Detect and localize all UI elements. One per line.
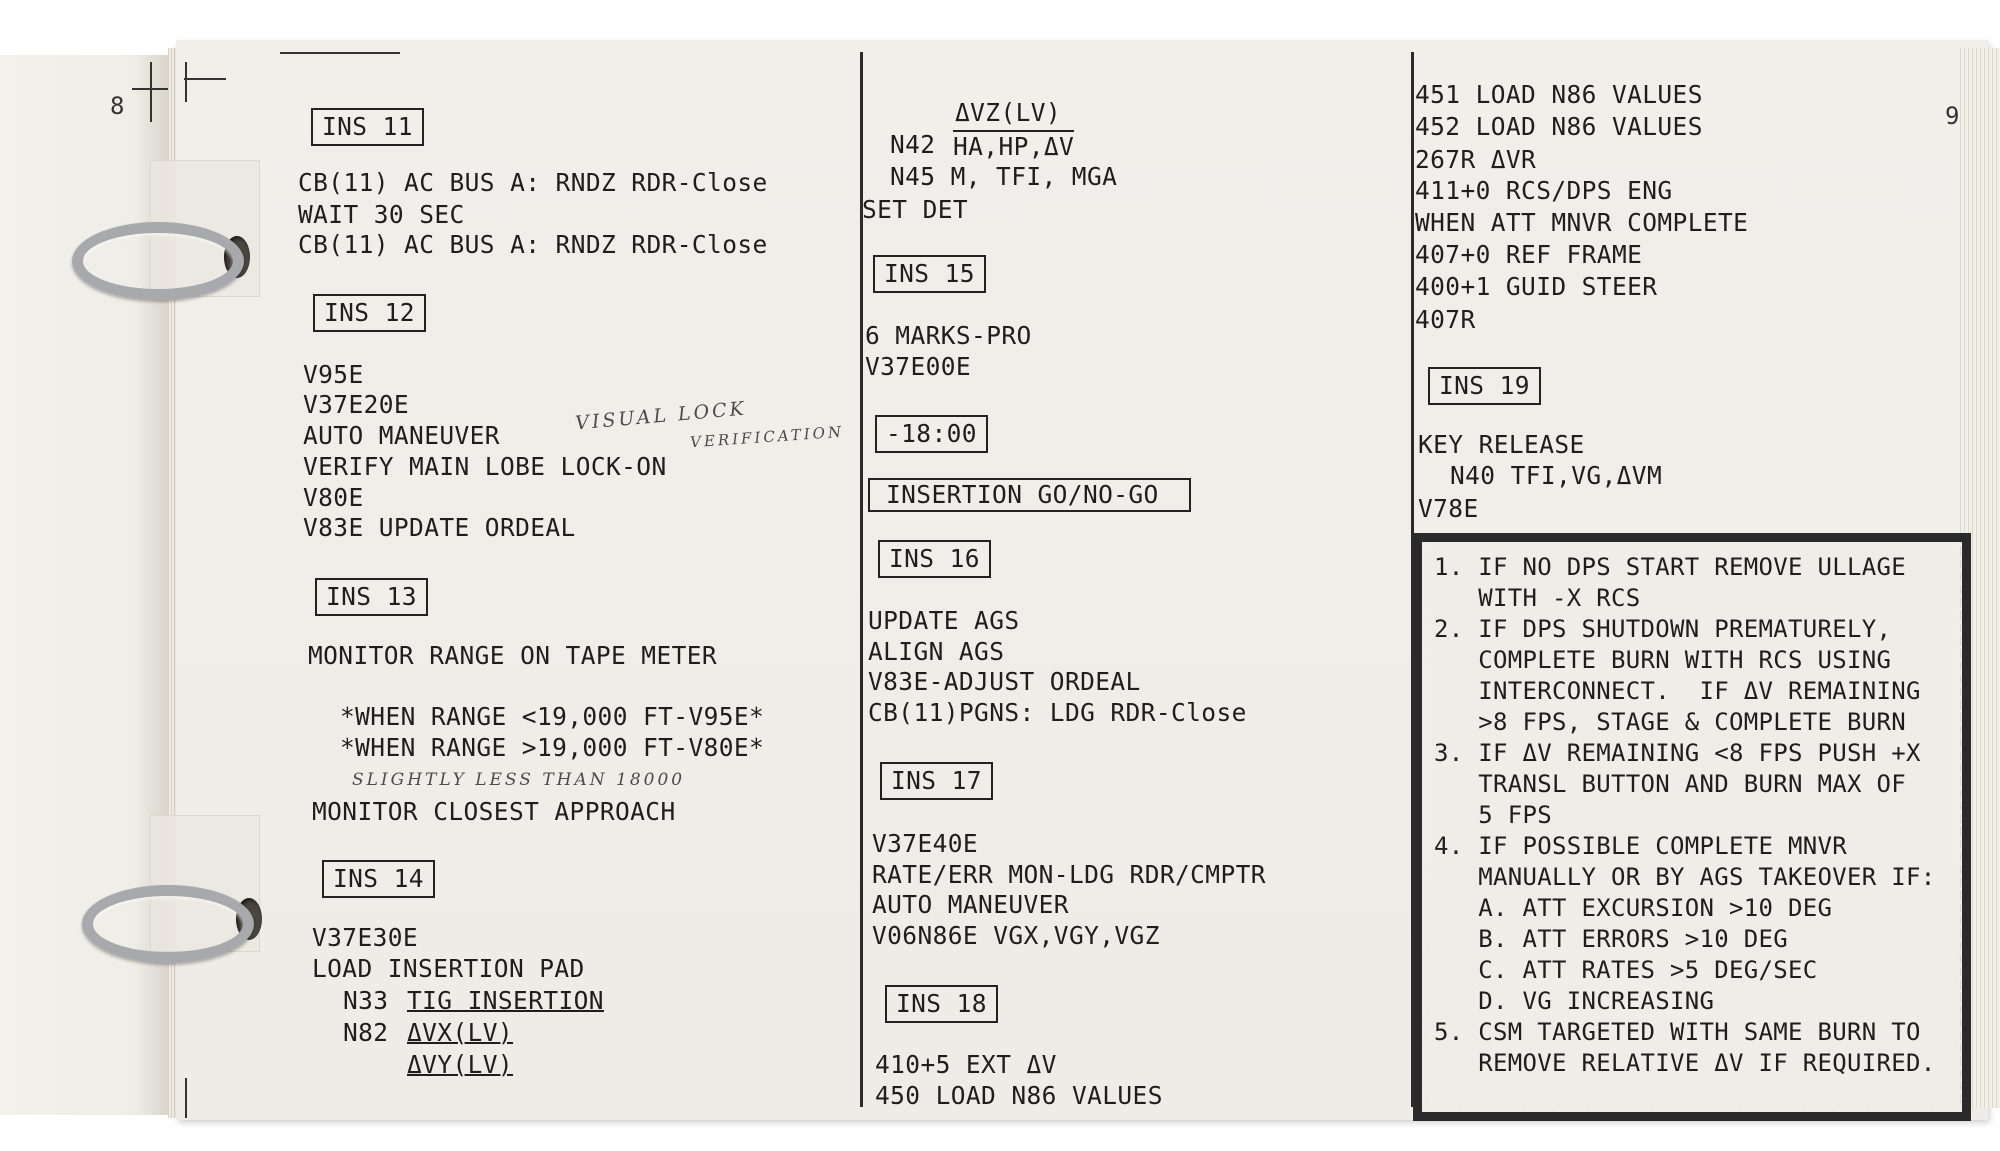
noun-value: ΔVX(LV) — [407, 1018, 514, 1047]
page-number-right: 9 — [1945, 102, 1960, 130]
note-line: 5 FPS — [1434, 801, 1552, 829]
insertion-go-no-go: INSERTION GO/NO-GO — [868, 478, 1191, 512]
instruction-line: AUTO MANEUVER — [872, 890, 1069, 919]
instruction-line: V37E20E — [303, 390, 410, 419]
instruction-line: V37E00E — [865, 352, 972, 381]
notes-body — [1430, 548, 1954, 1104]
handwritten-note: VISUAL LOCK — [574, 397, 748, 435]
noun-value: HA,HP,ΔV — [953, 132, 1075, 161]
note-line: A. ATT EXCURSION >10 DEG — [1434, 894, 1833, 922]
crop-mark — [280, 52, 400, 54]
instruction-line: AUTO MANEUVER — [303, 421, 500, 450]
note-line: 1. IF NO DPS START REMOVE ULLAGE — [1434, 553, 1906, 581]
note-line: TRANSL BUTTON AND BURN MAX OF — [1434, 770, 1906, 798]
instruction-line: 451 LOAD N86 VALUES — [1415, 80, 1703, 109]
step-label-ins-13: INS 13 — [315, 578, 428, 616]
step-label-ins-12: INS 12 — [313, 294, 426, 332]
contingency-notes-box — [1413, 533, 1971, 1121]
binder-ring — [82, 885, 254, 963]
crop-mark — [132, 88, 170, 90]
noun-label: N82 — [343, 1018, 389, 1047]
instruction-line: V37E30E — [312, 923, 419, 952]
note-line: 2. IF DPS SHUTDOWN PREMATURELY, — [1434, 615, 1892, 643]
note-line: >8 FPS, STAGE & COMPLETE BURN — [1434, 708, 1906, 736]
instruction-line: LOAD INSERTION PAD — [312, 954, 585, 983]
step-label-ins-14: INS 14 — [322, 860, 435, 898]
instruction-line: 450 LOAD N86 VALUES — [875, 1081, 1163, 1110]
step-label-ins-19: INS 19 — [1428, 367, 1541, 405]
instruction-line: MONITOR RANGE ON TAPE METER — [308, 641, 718, 670]
crop-mark — [185, 1078, 187, 1118]
instruction-line: V95E — [303, 360, 364, 389]
instruction-line: KEY RELEASE — [1418, 430, 1585, 459]
step-label-ins-16: INS 16 — [878, 540, 991, 578]
note-line: REMOVE RELATIVE ΔV IF REQUIRED. — [1434, 1049, 1936, 1077]
note-line: INTERCONNECT. IF ΔV REMAINING — [1434, 677, 1921, 705]
note-line: COMPLETE BURN WITH RCS USING — [1434, 646, 1892, 674]
instruction-line: 400+1 GUID STEER — [1415, 272, 1658, 301]
instruction-line: 452 LOAD N86 VALUES — [1415, 112, 1703, 141]
note-line: WITH -X RCS — [1434, 584, 1641, 612]
instruction-line: V78E — [1418, 494, 1479, 523]
note-line: MANUALLY OR BY AGS TAKEOVER IF: — [1434, 863, 1936, 891]
instruction-line: V83E-ADJUST ORDEAL — [868, 667, 1141, 696]
instruction-line: 410+5 EXT ΔV — [875, 1050, 1057, 1079]
instruction-line: ΔVZ(LV) — [955, 98, 1062, 127]
note-line: 3. IF ΔV REMAINING <8 FPS PUSH +X — [1434, 739, 1921, 767]
instruction-line: ALIGN AGS — [868, 637, 1005, 666]
note-line: 5. CSM TARGETED WITH SAME BURN TO — [1434, 1018, 1921, 1046]
instruction-line: CB(11)PGNS: LDG RDR-Close — [868, 698, 1247, 727]
instruction-line: 6 MARKS-PRO — [865, 321, 1032, 350]
note-line: 4. IF POSSIBLE COMPLETE MNVR — [1434, 832, 1847, 860]
instruction-line: *WHEN RANGE <19,000 FT-V95E* — [340, 702, 765, 731]
noun-value: TIG INSERTION — [407, 986, 604, 1015]
binder-ring — [72, 222, 244, 300]
note-line: D. VG INCREASING — [1434, 987, 1715, 1015]
instruction-line: V80E — [303, 483, 364, 512]
instruction-line: *WHEN RANGE >19,000 FT-V80E* — [340, 733, 765, 762]
noun-label: N42 — [890, 130, 936, 159]
step-label-ins-17: INS 17 — [880, 762, 993, 800]
instruction-line: 267R ΔVR — [1415, 145, 1537, 174]
step-label-ins-15: INS 15 — [873, 255, 986, 293]
instruction-line: 411+0 RCS/DPS ENG — [1415, 176, 1673, 205]
instruction-line: N45 M, TFI, MGA — [890, 162, 1118, 191]
instruction-line: V83E UPDATE ORDEAL — [303, 513, 576, 542]
crop-mark — [185, 62, 187, 102]
instruction-line: V06N86E VGX,VGY,VGZ — [872, 921, 1160, 950]
instruction-line: WAIT 30 SEC — [298, 200, 465, 229]
handwritten-note: VERIFICATION — [689, 422, 845, 452]
noun-value: ΔVY(LV) — [407, 1050, 514, 1079]
note-line: C. ATT RATES >5 DEG/SEC — [1434, 956, 1818, 984]
instruction-line: MONITOR CLOSEST APPROACH — [312, 797, 676, 826]
instruction-line: CB(11) AC BUS A: RNDZ RDR-Close — [298, 168, 768, 197]
step-label-ins-18: INS 18 — [885, 985, 998, 1023]
time-label: -18:00 — [875, 415, 988, 453]
instruction-line: SET DET — [862, 195, 969, 224]
instruction-line: V37E40E — [872, 829, 979, 858]
page-number-left: 8 — [110, 92, 125, 120]
step-label-ins-11: INS 11 — [311, 108, 424, 146]
instruction-line: 407R — [1415, 305, 1476, 334]
instruction-line: RATE/ERR MON-LDG RDR/CMPTR — [872, 860, 1266, 889]
instruction-line: UPDATE AGS — [868, 606, 1020, 635]
instruction-line: CB(11) AC BUS A: RNDZ RDR-Close — [298, 230, 768, 259]
crop-mark — [184, 78, 226, 80]
instruction-line: VERIFY MAIN LOBE LOCK-ON — [303, 452, 667, 481]
instruction-line: N40 TFI,VG,ΔVM — [1450, 461, 1663, 490]
instruction-line: 407+0 REF FRAME — [1415, 240, 1643, 269]
instruction-line: WHEN ATT MNVR COMPLETE — [1415, 208, 1749, 237]
handwritten-note: SLIGHTLY LESS THAN 18000 — [352, 770, 686, 790]
noun-label: N33 — [343, 986, 389, 1015]
crop-mark — [150, 62, 152, 122]
note-line: B. ATT ERRORS >10 DEG — [1434, 925, 1788, 953]
